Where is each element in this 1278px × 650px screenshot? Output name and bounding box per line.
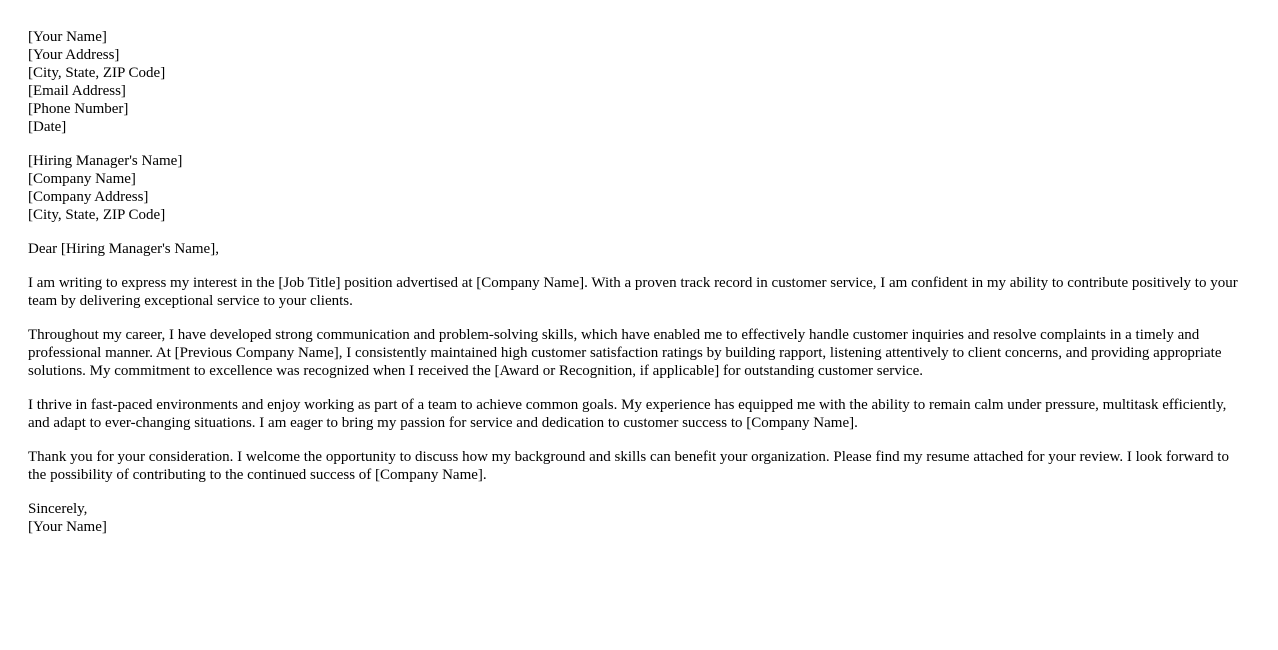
closing-block bbox=[28, 500, 1250, 536]
body-paragraph: I thrive in fast-paced environments and enjoy working as part of a team to achieve common goals. My experience has equipped me with the ability to remain calm under pressure, multitask efficiently, and adapt to ever-changing situations. I am eager to bring my passion for service and dedication to customer success to [Company Name]. bbox=[28, 397, 1227, 431]
sender-email: [Email Address] bbox=[28, 83, 126, 99]
signature-name: [Your Name] bbox=[28, 519, 107, 535]
recipient-name: [Hiring Manager's Name] bbox=[28, 153, 183, 169]
sender-name: [Your Name] bbox=[28, 29, 107, 45]
body-paragraph: I am writing to express my interest in the [Job Title] position advertised at [Company Name]. With a proven track record in customer service, I am confident in my ability to contribute positively to your team by delivering exceptional service to your clients. bbox=[28, 275, 1238, 309]
body-paragraph: Throughout my career, I have developed strong communication and problem-solving skills, which have enabled me to effectively handle customer inquiries and resolve complaints in a timely and professional manner. At [Previous Company Name], I consistently maintained high customer satisfaction ratings by building rapport, listening attentively to client concerns, and providing appropriate solutions. My commitment to excellence was recognized when I received the [Award or Recognition, if applicable] for outstanding customer service. bbox=[28, 327, 1222, 379]
salutation: Dear [Hiring Manager's Name], bbox=[28, 241, 219, 257]
body-paragraph: Thank you for your consideration. I welcome the opportunity to discuss how my background and skills can benefit your organization. Please find my resume attached for your review. I look forward to the possibility of contributing to the continued success of [Company Name]. bbox=[28, 449, 1229, 483]
sender-address-block bbox=[28, 28, 1250, 136]
recipient-city-state-zip: [City, State, ZIP Code] bbox=[28, 207, 166, 223]
recipient-address-block bbox=[28, 152, 1250, 224]
recipient-company-address: [Company Address] bbox=[28, 189, 149, 205]
sender-city-state-zip: [City, State, ZIP Code] bbox=[28, 65, 166, 81]
sender-address: [Your Address] bbox=[28, 47, 120, 63]
recipient-company: [Company Name] bbox=[28, 171, 136, 187]
letter-date: [Date] bbox=[28, 119, 67, 135]
valediction: Sincerely, bbox=[28, 501, 88, 517]
sender-phone: [Phone Number] bbox=[28, 101, 129, 117]
